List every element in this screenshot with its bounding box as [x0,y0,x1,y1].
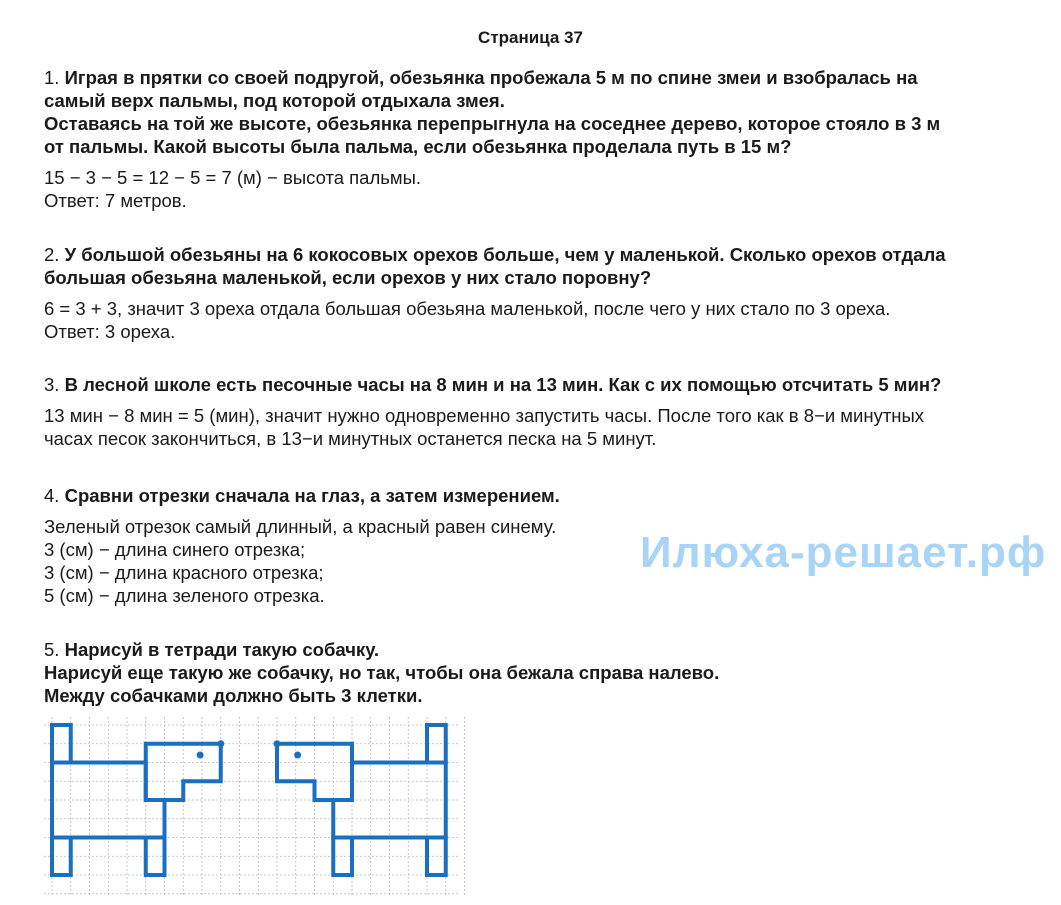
dogs-drawing [40,715,465,895]
dog-right [274,725,446,875]
task-question: 4. Сравни отрезки сначала на глаз, а затем измерением. [44,485,560,506]
task-question: 5. Нарисуй в тетради такую собачку. Нарисуй еще такую же собачку, но так, чтобы она бежала справа налево. Между собачками должно быть 3 клетки. [44,639,720,706]
task-5 [44,638,1034,707]
watermark: Илюха-решает.рф [640,528,1047,577]
task-2 [44,243,1034,343]
task-number: 2. [44,244,60,265]
task-number: 3. [44,374,60,395]
dog-head [277,744,352,800]
task-answer: 13 мин − 8 мин = 5 (мин), значит нужно одновременно запустить часы. После того как в 8−и минутных часах песок закончиться, в 13−и минутных останется песка на 5 минут. [44,405,925,449]
task-question: 1. Играя в прятки со своей подругой, обезьянка пробежала 5 м по спине змеи и взобралась на самый верх пальмы, под которой отдыхала змея. Оставаясь на той же высоте, обезьянка перепрыгнула на соседнее дерево, которое стояло в 3 м от пальмы. Какой высоты была пальма, если обезьянка проделала путь в 15 м? [44,67,941,157]
task-question: 3. В лесной школе есть песочные часы на 8 мин и на 13 мин. Как с их помощью отсчитать 5 мин? [44,374,942,395]
dog-nose [274,740,281,747]
task-1 [44,66,1034,212]
task-number: 4. [44,485,60,506]
task-3 [44,373,1034,450]
task-question: 2. У большой обезьяны на 6 кокосовых орехов больше, чем у маленькой. Сколько орехов отдала большая обезьяна маленькой, если орехов у них стало поровну? [44,244,946,288]
dog-nose [217,740,224,747]
dog-head [146,744,221,800]
task-number: 5. [44,639,60,660]
task-answer: 15 − 3 − 5 = 12 − 5 = 7 (м) − высота пальмы. Ответ: 7 метров. [44,167,422,211]
dog-eye [197,752,204,759]
task-number: 1. [44,67,60,88]
dog-eye [294,752,301,759]
task-answer: 6 = 3 + 3, значит 3 ореха отдала большая обезьяна маленькой, после чего у них стало по 3 ореха. Ответ: 3 ореха. [44,298,891,342]
grid-lines [44,717,465,895]
page-title: Страница 37 [478,28,583,47]
task-answer: Зеленый отрезок самый длинный, а красный равен синему. 3 (см) − длина синего отрезка; 3 (см) − длина красного отрезка; 5 (см) − длина зеленого отрезка. [44,516,557,606]
